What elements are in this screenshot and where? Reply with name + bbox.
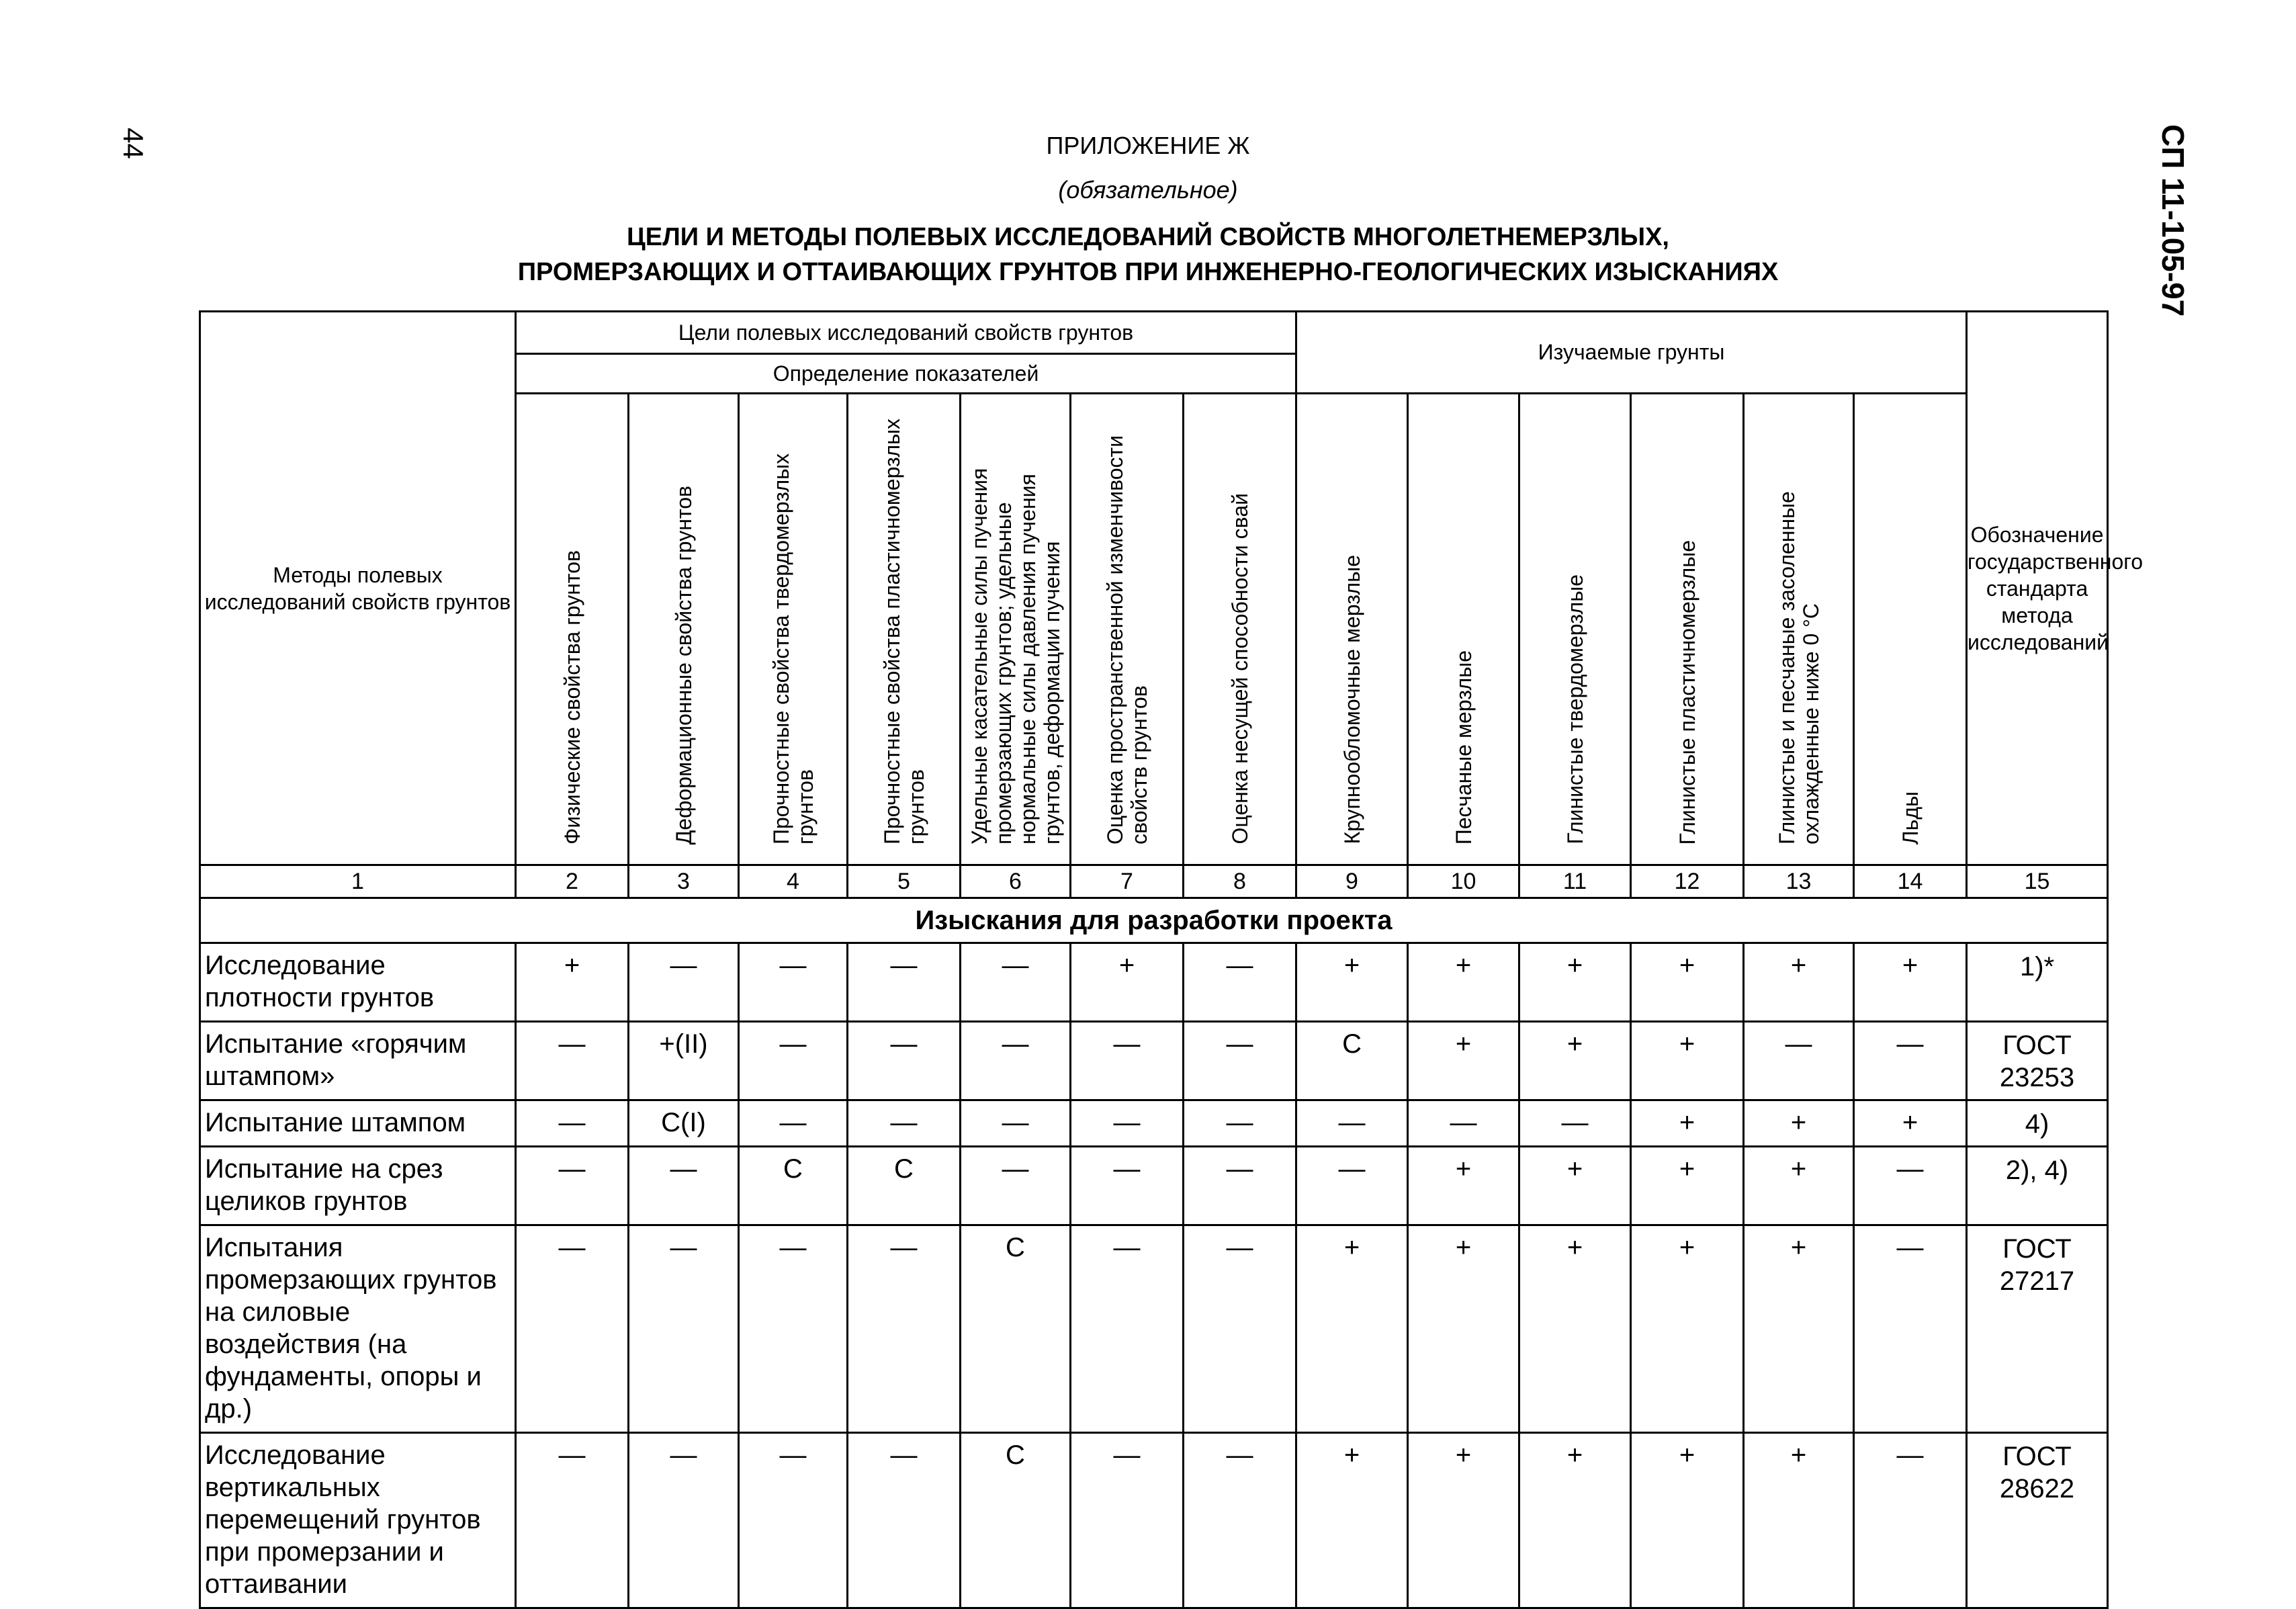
method-name: Исследование вертикальных перемещений грунтов при промерзании и оттаивании xyxy=(200,1433,516,1608)
table-cell: — xyxy=(1744,1022,1854,1100)
column-header-label: Удельные касательные силы пучения промерзающих грунтов; удельные нормальные силы давления пучения грунтов, деформации пучения xyxy=(967,468,1064,844)
column-header-label: Деформационные свойства грунтов xyxy=(671,485,696,844)
table-cell: + xyxy=(1519,1147,1631,1225)
column-header-label: Льды xyxy=(1898,791,1923,844)
table-cell: — xyxy=(1184,1433,1296,1608)
table-cell: — xyxy=(961,1022,1071,1100)
table-cell: + xyxy=(1744,943,1854,1022)
table-cell: — xyxy=(1184,1100,1296,1147)
column-number: 15 xyxy=(1967,865,2108,898)
table-cell: + xyxy=(516,943,629,1022)
column-number: 11 xyxy=(1519,865,1631,898)
table-cell: — xyxy=(848,1433,961,1608)
column-number: 12 xyxy=(1631,865,1744,898)
column-number: 1 xyxy=(200,865,516,898)
column-header-label: Песчаные мерзлые xyxy=(1451,650,1476,844)
indicators-header: Определение показателей xyxy=(516,354,1296,394)
appendix-label: ПРИЛОЖЕНИЕ Ж xyxy=(1046,132,1250,159)
table-cell: — xyxy=(516,1022,629,1100)
column-header-label: Оценка несущей способности свай xyxy=(1227,493,1252,844)
table-cell: — xyxy=(1071,1433,1184,1608)
table-cell: + xyxy=(1854,943,1967,1022)
column-header xyxy=(1854,394,1967,865)
column-header-label: Крупнообломочные мерзлые xyxy=(1339,555,1364,844)
gost-cell: ГОСТ 27217 xyxy=(1967,1225,2108,1433)
table-cell: С(I) xyxy=(629,1100,739,1147)
table-cell: С xyxy=(848,1147,961,1225)
table-cell: — xyxy=(1071,1100,1184,1147)
table-cell: — xyxy=(1184,1225,1296,1433)
table-cell: — xyxy=(848,943,961,1022)
column-header xyxy=(1184,394,1296,865)
table-cell: +(II) xyxy=(629,1022,739,1100)
table-row xyxy=(200,943,2108,1022)
table-row xyxy=(200,1147,2108,1225)
column-number: 7 xyxy=(1071,865,1184,898)
table-cell: — xyxy=(1854,1147,1967,1225)
table-title-line-2: ПРОМЕРЗАЮЩИХ И ОТТАИВАЮЩИХ ГРУНТОВ ПРИ ИНЖЕНЕРНО-ГЕОЛОГИЧЕСКИХ ИЗЫСКАНИЯХ xyxy=(517,258,1779,286)
table-cell: + xyxy=(1744,1100,1854,1147)
table-cell: + xyxy=(1631,1022,1744,1100)
column-number: 14 xyxy=(1854,865,1967,898)
table-cell: + xyxy=(1296,943,1408,1022)
table-cell: — xyxy=(1296,1100,1408,1147)
table-cell: — xyxy=(739,1022,848,1100)
table-cell: — xyxy=(961,1100,1071,1147)
column-number: 2 xyxy=(516,865,629,898)
column-number: 8 xyxy=(1184,865,1296,898)
table-cell: + xyxy=(1296,1433,1408,1608)
table-cell: + xyxy=(1408,1147,1519,1225)
page-number: 44 xyxy=(118,128,149,159)
table-cell: — xyxy=(516,1433,629,1608)
table-cell: — xyxy=(1854,1225,1967,1433)
table-cell: — xyxy=(961,1147,1071,1225)
table-cell: — xyxy=(1071,1147,1184,1225)
table-cell: — xyxy=(1071,1225,1184,1433)
column-header xyxy=(1631,394,1744,865)
method-name: Исследование плотности грунтов xyxy=(200,943,516,1022)
table-cell: + xyxy=(1408,1022,1519,1100)
column-header-label: Прочностные свойства пластичномерзлых грунтов xyxy=(879,418,928,844)
column-number: 9 xyxy=(1296,865,1408,898)
column-header xyxy=(1519,394,1631,865)
table-cell: + xyxy=(1631,1433,1744,1608)
column-header xyxy=(516,394,629,865)
table-cell: — xyxy=(1296,1147,1408,1225)
table-cell: + xyxy=(1296,1225,1408,1433)
column-header xyxy=(1744,394,1854,865)
table-cell: + xyxy=(1519,1225,1631,1433)
column-header xyxy=(1071,394,1184,865)
table-cell: — xyxy=(848,1225,961,1433)
table-cell: — xyxy=(739,1225,848,1433)
column-header xyxy=(739,394,848,865)
table-cell: + xyxy=(1408,1225,1519,1433)
appendix-status: (обязательное) xyxy=(1058,176,1238,204)
table-cell: + xyxy=(1631,943,1744,1022)
table-cell: + xyxy=(1744,1433,1854,1608)
soils-header: Изучаемые грунты xyxy=(1296,312,1967,394)
method-name: Испытания промерзающих грунтов на силовые воздействия (на фундаменты, опоры и др.) xyxy=(200,1225,516,1433)
column-header-label: Оценка пространственной изменчивости свойств грунтов xyxy=(1102,435,1151,844)
table-cell: С xyxy=(961,1433,1071,1608)
method-name: Испытание на срез целиков грунтов xyxy=(200,1147,516,1225)
section-title: Изыскания для разработки проекта xyxy=(200,898,2108,943)
table-cell: — xyxy=(516,1147,629,1225)
table-cell: + xyxy=(1408,1433,1519,1608)
table-cell: + xyxy=(1631,1100,1744,1147)
table-cell: — xyxy=(1184,1022,1296,1100)
method-name: Испытание штампом xyxy=(200,1100,516,1147)
table-cell: + xyxy=(1519,1433,1631,1608)
column-number: 5 xyxy=(848,865,961,898)
table-cell: — xyxy=(629,1147,739,1225)
column-header xyxy=(629,394,739,865)
methods-table xyxy=(199,310,2143,1609)
table-cell: — xyxy=(629,1433,739,1608)
column-number: 6 xyxy=(961,865,1071,898)
gost-column-header: Обозначение государственного стандарта метода исследований xyxy=(1967,312,2108,865)
table-cell: — xyxy=(848,1100,961,1147)
gost-cell: 2), 4) xyxy=(1967,1147,2108,1225)
gost-cell: 4) xyxy=(1967,1100,2108,1147)
table-cell: + xyxy=(1631,1225,1744,1433)
table-row xyxy=(200,1433,2108,1608)
table-cell: — xyxy=(516,1100,629,1147)
table-cell: — xyxy=(1854,1022,1967,1100)
table-cell: — xyxy=(739,1433,848,1608)
table-cell: С xyxy=(739,1147,848,1225)
table-cell: С xyxy=(1296,1022,1408,1100)
column-header xyxy=(1296,394,1408,865)
table-cell: — xyxy=(961,943,1071,1022)
column-header-label: Глинистые пластичномерзлые xyxy=(1675,539,1699,844)
table-cell: + xyxy=(1408,943,1519,1022)
table-cell: + xyxy=(1854,1100,1967,1147)
table-cell: — xyxy=(516,1225,629,1433)
gost-cell: ГОСТ 28622 xyxy=(1967,1433,2108,1608)
column-header-label: Глинистые твердомерзлые xyxy=(1562,574,1587,844)
table-row xyxy=(200,1225,2108,1433)
document-code: СП 11-105-97 xyxy=(2156,124,2191,317)
table-cell: — xyxy=(1519,1100,1631,1147)
table-cell: — xyxy=(848,1022,961,1100)
table-cell: — xyxy=(1071,1022,1184,1100)
methods-column-header: Методы полевых исследований свойств грунтов xyxy=(200,312,516,865)
column-header-label: Прочностные свойства твердомерзлых грунтов xyxy=(768,453,818,844)
table-cell: — xyxy=(629,943,739,1022)
table-row xyxy=(200,1022,2108,1100)
table-cell: + xyxy=(1519,1022,1631,1100)
column-header-label: Физические свойства грунтов xyxy=(560,550,584,844)
table-cell: — xyxy=(1184,1147,1296,1225)
table-cell: — xyxy=(1408,1100,1519,1147)
column-number: 13 xyxy=(1744,865,1854,898)
table-cell: — xyxy=(1184,943,1296,1022)
column-header xyxy=(1408,394,1519,865)
column-header-label: Глинистые и песчаные засоленные охлажденные ниже 0 °С xyxy=(1774,491,1823,844)
column-number: 4 xyxy=(739,865,848,898)
table-cell: — xyxy=(739,1100,848,1147)
table-cell: С xyxy=(961,1225,1071,1433)
column-number: 10 xyxy=(1408,865,1519,898)
table-cell: — xyxy=(629,1225,739,1433)
table-cell: — xyxy=(1854,1433,1967,1608)
table-cell: + xyxy=(1744,1225,1854,1433)
column-header xyxy=(961,394,1071,865)
table-row xyxy=(200,1100,2108,1147)
goals-header: Цели полевых исследований свойств грунтов xyxy=(516,312,1296,354)
table-title-line-1: ЦЕЛИ И МЕТОДЫ ПОЛЕВЫХ ИССЛЕДОВАНИЙ СВОЙСТВ МНОГОЛЕТНЕМЕРЗЛЫХ, xyxy=(627,223,1669,251)
column-header xyxy=(848,394,961,865)
table-cell: + xyxy=(1744,1147,1854,1225)
table-cell: + xyxy=(1519,943,1631,1022)
gost-cell: ГОСТ 23253 xyxy=(1967,1022,2108,1100)
column-number: 3 xyxy=(629,865,739,898)
table-cell: + xyxy=(1071,943,1184,1022)
gost-cell: 1)* xyxy=(1967,943,2108,1022)
table-cell: + xyxy=(1631,1147,1744,1225)
method-name: Испытание «горячим штампом» xyxy=(200,1022,516,1100)
table-cell: — xyxy=(739,943,848,1022)
